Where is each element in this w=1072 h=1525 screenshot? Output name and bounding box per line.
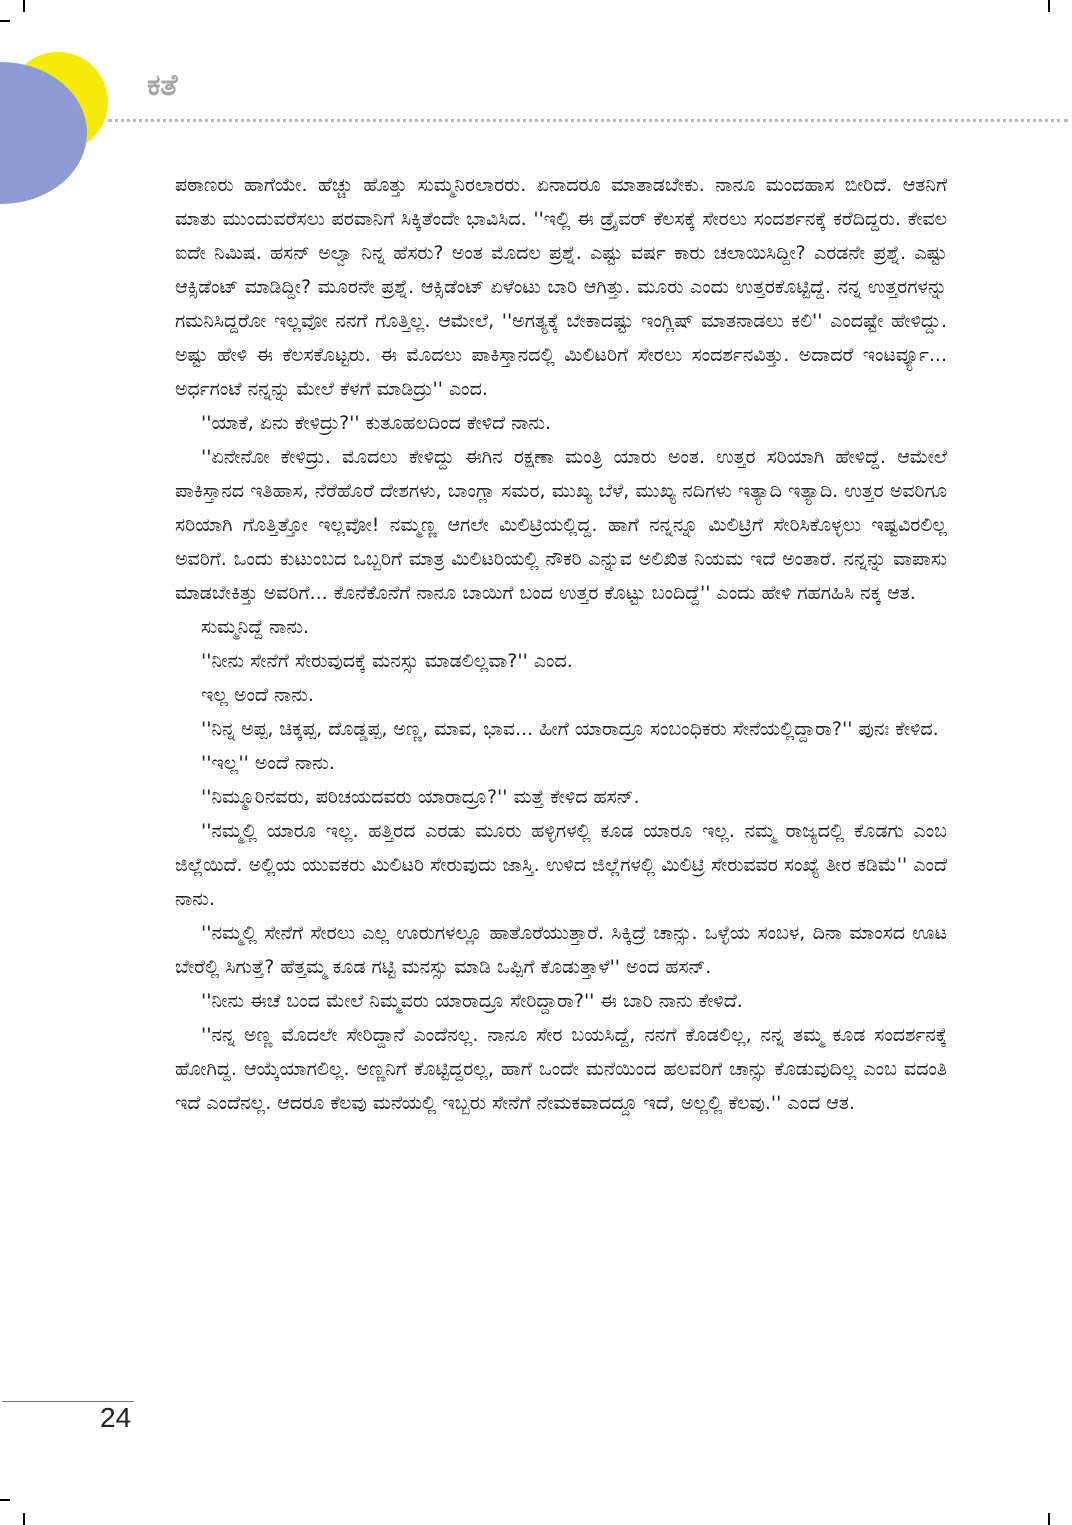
crop-mark	[1048, 0, 1050, 12]
section-label: ಕತೆ	[147, 68, 178, 103]
story-paragraph: ''ಏನೇನೋ ಕೇಳಿದ್ರು. ಮೊದಲು ಕೇಳಿದ್ದು ಈಗಿನ ರಕ್ಷಣಾ ಮಂತ್ರಿ ಯಾರು ಅಂತ. ಉತ್ತರ ಸರಿಯಾಗಿ ಹೇಳಿದ್ದೆ. ಆಮೇಲೆ ಪಾಕಿಸ್ತಾನದ ಇತಿಹಾಸ, ನೆರೆಹೊರೆ ದೇಶಗಳು, ಬಾಂಗ್ಲಾ ಸಮರ, ಮುಖ್ಯ ಬೆಳೆ, ಮುಖ್ಯ ನದಿಗಳು ಇತ್ಯಾದಿ ಇತ್ಯಾದಿ. ಉತ್ತರ ಅವರಿಗೂ ಸರಿಯಾಗಿ ಗೊತ್ತಿತ್ತೋ ಇಲ್ಲವೋ! ನಮ್ಮಣ್ಣ ಆಗಲೇ ಮಿಲಿಟ್ರಿಯಲ್ಲಿದ್ದ. ಹಾಗೆ ನನ್ನನ್ನೂ ಮಿಲಿಟ್ರಿಗೆ ಸೇರಿಸಿಕೊಳ್ಳಲು ಇಷ್ಟವಿರಲಿಲ್ಲ ಅವರಿಗೆ. ಒಂದು ಕುಟುಂಬದ ಒಬ್ಬರಿಗೆ ಮಾತ್ರ ಮಿಲಿಟರಿಯಲ್ಲಿ ನೌಕರಿ ಎನ್ನುವ ಅಲಿಖಿತ ನಿಯಮ ಇದೆ ಅಂತಾರೆ. ನನ್ನನ್ನು ವಾಪಾಸು ಮಾಡಬೇಕಿತ್ತು ಅವರಿಗೆ... ಕೊನೆಕೊನೆಗೆ ನಾನೂ ಬಾಯಿಗೆ ಬಂದ ಉತ್ತರ ಕೊಟ್ಟು ಬಂದಿದ್ದೆ'' ಎಂದು ಹೇಳಿ ಗಹಗಹಿಸಿ ನಕ್ಕ ಆತ.	[175, 446, 947, 604]
page-number: 24	[100, 1402, 132, 1433]
crop-mark	[23, 1513, 25, 1525]
story-paragraph: ಪಠಾಣರು ಹಾಗೆಯೇ. ಹೆಚ್ಚು ಹೊತ್ತು ಸುಮ್ಮನಿರಲಾರರು. ಏನಾದರೂ ಮಾತಾಡಬೇಕು. ನಾನೂ ಮಂದಹಾಸ ಬೀರಿದೆ. ಆತನಿಗೆ ಮಾತು ಮುಂದುವರೆಸಲು ಪರವಾನಿಗೆ ಸಿಕ್ಕಿತೆಂದೇ ಭಾವಿಸಿದ. ''ಇಲ್ಲಿ ಈ ಡ್ರೈವರ್ ಕೆಲಸಕ್ಕೆ ಸೇರಲು ಸಂದರ್ಶನಕ್ಕೆ ಕರೆದಿದ್ದರು. ಕೇವಲ ಐದೇ ನಿಮಿಷ. ಹಸನ್ ಅಲ್ವಾ ನಿನ್ನ ಹೆಸರು? ಅಂತ ಮೊದಲ ಪ್ರಶ್ನೆ. ಎಷ್ಟು ವರ್ಷ ಕಾರು ಚಲಾಯಿಸಿದ್ದೀ? ಎರಡನೇ ಪ್ರಶ್ನೆ. ಎಷ್ಟು ಆಕ್ಸಿಡೆಂಟ್ ಮಾಡಿದ್ದೀ? ಮೂರನೇ ಪ್ರಶ್ನೆ. ಆಕ್ಸಿಡೆಂಟ್ ಏಳೆಂಟು ಬಾರಿ ಆಗಿತ್ತು. ಮೂರು ಎಂದು ಉತ್ತರಕೊಟ್ಟಿದ್ದೆ. ನನ್ನ ಉತ್ತರಗಳನ್ನು ಗಮನಿಸಿದ್ದರೋ ಇಲ್ಲವೋ ನನಗೆ ಗೊತ್ತಿಲ್ಲ. ಆಮೇಲೆ, ''ಅಗತ್ಯಕ್ಕೆ ಬೇಕಾದಷ್ಟು ಇಂಗ್ಲಿಷ್ ಮಾತನಾಡಲು ಕಲಿ'' ಎಂದಷ್ಟೇ ಹೇಳಿದ್ದು. ಅಷ್ಟು ಹೇಳಿ ಈ ಕೆಲಸಕೊಟ್ಟರು. ಈ ಮೊದಲು ಪಾಕಿಸ್ತಾನದಲ್ಲಿ ಮಿಲಿಟರಿಗೆ ಸೇರಲು ಸಂದರ್ಶನವಿತ್ತು. ಅದಾದರೆ ಇಂಟರ್ವ್ಯೂ... ಅರ್ಧಗಂಟೆ ನನ್ನನ್ನು ಮೇಲೆ ಕೆಳಗೆ ಮಾಡಿದ್ರು'' ಎಂದ.	[175, 174, 947, 400]
story-paragraph: ''ನಮ್ಮಲ್ಲಿ ಸೇನೆಗೆ ಸೇರಲು ಎಲ್ಲ ಊರುಗಳಲ್ಲೂ ಹಾತೊರೆಯುತ್ತಾರೆ. ಸಿಕ್ಕಿದ್ರೆ ಚಾನ್ಸು. ಒಳ್ಳೆಯ ಸಂಬಳ, ದಿನಾ ಮಾಂಸದ ಊಟ ಬೇರೆಲ್ಲಿ ಸಿಗುತ್ತೆ? ಹೆತ್ತಮ್ಮ ಕೂಡ ಗಟ್ಟಿ ಮನಸ್ಸು ಮಾಡಿ ಒಪ್ಪಿಗೆ ಕೊಡುತ್ತಾಳೆ'' ಅಂದ ಹಸನ್.	[175, 922, 947, 978]
story-paragraph: ಇಲ್ಲ ಅಂದೆ ನಾನು.	[201, 684, 314, 706]
story-paragraph: ''ನಿನ್ನ ಅಪ್ಪ, ಚಿಕ್ಕಪ್ಪ, ದೊಡ್ಡಪ್ಪ, ಅಣ್ಣ, ಮಾವ, ಭಾವ... ಹೀಗೆ ಯಾರಾದ್ರೂ ಸಂಬಂಧಿಕರು ಸೇನೆಯಲ್ಲಿದ್ದಾರಾ?'' ಪುನಃ ಕೇಳಿದ.	[201, 718, 939, 740]
story-paragraph: ''ನಿಮ್ಮೂರಿನವರು, ಪರಿಚಯದವರು ಯಾರಾದ್ರೂ?'' ಮತ್ತೆ ಕೇಳಿದ ಹಸನ್.	[201, 786, 640, 808]
story-paragraph: ''ನನ್ನ ಅಣ್ಣ ಮೊದಲೇ ಸೇರಿದ್ದಾನೆ ಎಂದೆನಲ್ಲ. ನಾನೂ ಸೇರ ಬಯಸಿದ್ದೆ, ನನಗೆ ಕೊಡಲಿಲ್ಲ, ನನ್ನ ತಮ್ಮ ಕೂಡ ಸಂದರ್ಶನಕ್ಕೆ ಹೋಗಿದ್ದ. ಆಯ್ಕೆಯಾಗಲಿಲ್ಲ. ಅಣ್ಣನಿಗೆ ಕೊಟ್ಟಿದ್ದರಲ್ಲ, ಹಾಗೆ ಒಂದೇ ಮನೆಯಿಂದ ಹಲವರಿಗೆ ಚಾನ್ಸು ಕೊಡುವುದಿಲ್ಲ ಎಂಬ ವದಂತಿ ಇದೆ ಎಂದೆನಲ್ಲ. ಆದರೂ ಕೆಲವು ಮನೆಯಲ್ಲಿ ಇಬ್ಬರು ಸೇನೆಗೆ ನೇಮಕವಾದದ್ದೂ ಇದೆ, ಅಲ್ಲಲ್ಲಿ ಕೆಲವು.'' ಎಂದ ಆತ.	[175, 1024, 947, 1114]
story-paragraph: ಸುಮ್ಮನಿದ್ದೆ ನಾನು.	[201, 616, 310, 638]
story-body	[175, 168, 947, 1120]
crop-mark	[23, 0, 25, 12]
story-paragraph: ''ನೀನು ಸೇನೆಗೆ ಸೇರುವುದಕ್ಕೆ ಮನಸ್ಸು ಮಾಡಲಿಲ್ಲವಾ?'' ಎಂದ.	[201, 650, 573, 672]
dotted-divider	[108, 119, 1068, 122]
story-paragraph: ''ನೀನು ಈಚೆ ಬಂದ ಮೇಲೆ ನಿಮ್ಮವರು ಯಾರಾದ್ರೂ ಸೇರಿದ್ದಾರಾ?'' ಈ ಬಾರಿ ನಾನು ಕೇಳಿದೆ.	[201, 990, 743, 1012]
story-paragraph: ''ಯಾಕೆ, ಏನು ಕೇಳಿದ್ರು?'' ಕುತೂಹಲದಿಂದ ಕೇಳಿದೆ ನಾನು.	[201, 412, 552, 434]
story-paragraph: ''ನಮ್ಮಲ್ಲಿ ಯಾರೂ ಇಲ್ಲ. ಹತ್ತಿರದ ಎರಡು ಮೂರು ಹಳ್ಳಿಗಳಲ್ಲಿ ಕೂಡ ಯಾರೂ ಇಲ್ಲ. ನಮ್ಮ ರಾಜ್ಯದಲ್ಲಿ ಕೊಡಗು ಎಂಬ ಜಿಲ್ಲೆಯಿದೆ. ಅಲ್ಲಿಯ ಯುವಕರು ಮಿಲಿಟರಿ ಸೇರುವುದು ಜಾಸ್ತಿ. ಉಳಿದ ಜಿಲ್ಲೆಗಳಲ್ಲಿ ಮಿಲಿಟ್ರಿ ಸೇರುವವರ ಸಂಖ್ಯೆ ತೀರ ಕಡಿಮೆ'' ಎಂದೆ ನಾನು.	[175, 820, 947, 910]
story-paragraph: ''ಇಲ್ಲ'' ಅಂದೆ ನಾನು.	[201, 752, 335, 774]
crop-mark	[0, 20, 10, 22]
crop-mark	[0, 1499, 10, 1501]
crop-mark	[1048, 1513, 1050, 1525]
